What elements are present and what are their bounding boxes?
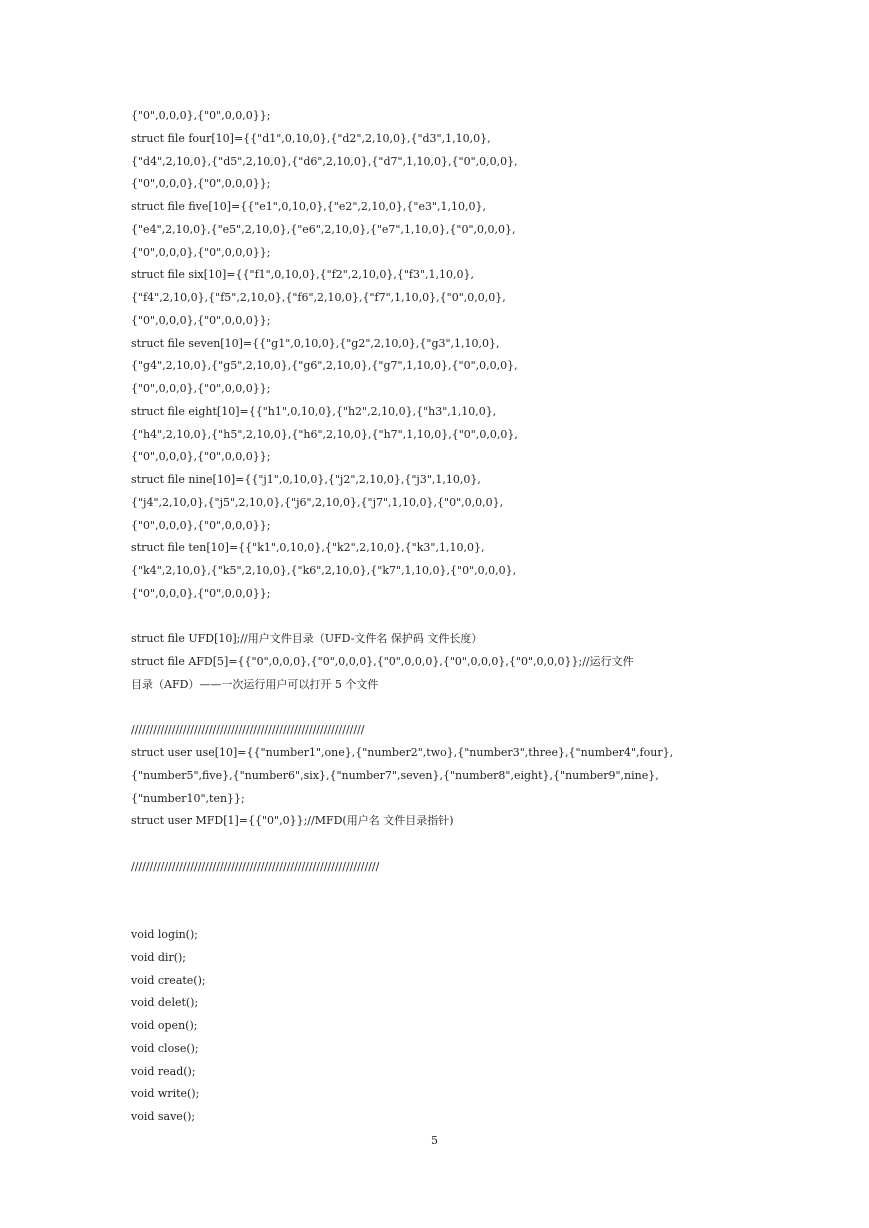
- code-line: void write();: [131, 1087, 200, 1101]
- code-line: {"0",0,0,0},{"0",0,0,0}};: [131, 586, 271, 600]
- code-line: void close();: [131, 1041, 199, 1055]
- code-line: [131, 901, 831, 924]
- code-line: {"number10",ten}};: [131, 791, 245, 805]
- code-line: {"e4",2,10,0},{"e5",2,10,0},{"e6",2,10,0},{"e7",1,10,0},{"0",0,0,0},: [131, 222, 516, 236]
- code-line: struct file five[10]={{"e1",0,10,0},{"e2",2,10,0},{"e3",1,10,0},: [131, 200, 487, 213]
- page-number: 5: [431, 1134, 438, 1147]
- code-line: struct file ten[10]={{"k1",0,10,0},{"k2",2,10,0},{"k3",1,10,0},: [131, 541, 485, 555]
- code-line: ///////////////////////////////////////////////////////////////////: [131, 859, 380, 873]
- code-line: {"0",0,0,0},{"0",0,0,0}};: [131, 518, 271, 532]
- code-line: [131, 879, 831, 902]
- code-line: struct file six[10]={{"f1",0,10,0},{"f2",2,10,0},{"f3",1,10,0},: [131, 268, 475, 282]
- code-line: struct file nine[10]={{"j1",0,10,0},{"j2",2,10,0},{"j3",1,10,0},: [131, 473, 481, 486]
- code-line: [131, 697, 831, 720]
- code-line: struct user use[10]={{"number1",one},{"number2",two},{"number3",three},{"number4",four},: [131, 746, 674, 759]
- code-listing: [131, 105, 831, 1129]
- code-line: {"0",0,0,0},{"0",0,0,0}};: [131, 382, 271, 395]
- code-line: {"g4",2,10,0},{"g5",2,10,0},{"g6",2,10,0},{"g7",1,10,0},{"0",0,0,0},: [131, 359, 518, 373]
- code-line: {"0",0,0,0},{"0",0,0,0}};: [131, 109, 271, 122]
- code-line: struct file AFD[5]={{"0",0,0,0},{"0",0,0,0},{"0",0,0,0},{"0",0,0,0},{"0",0,0,0}};//运行文件: [131, 655, 634, 668]
- code-line: {"number5",five},{"number6",six},{"number7",seven},{"number8",eight},{"number9",nine},: [131, 768, 659, 782]
- code-line: struct file eight[10]={{"h1",0,10,0},{"h2",2,10,0},{"h3",1,10,0},: [131, 404, 497, 418]
- code-line: void login();: [131, 928, 198, 941]
- code-line: void read();: [131, 1064, 196, 1078]
- code-line: void dir();: [131, 950, 186, 964]
- code-line: {"0",0,0,0},{"0",0,0,0}};: [131, 313, 271, 327]
- code-line: ///////////////////////////////////////////////////////////////: [131, 723, 365, 737]
- code-line: {"0",0,0,0},{"0",0,0,0}};: [131, 245, 271, 259]
- code-line: struct file seven[10]={{"g1",0,10,0},{"g2",2,10,0},{"g3",1,10,0},: [131, 336, 500, 350]
- code-line: void create();: [131, 973, 206, 987]
- code-line: struct file UFD[10];//用户文件目录（UFD-文件名 保护码 文件长度）: [131, 632, 483, 646]
- code-line: struct user MFD[1]={{"0",0}};//MFD(用户名 文件目录指针): [131, 814, 454, 828]
- code-line: void open();: [131, 1019, 198, 1032]
- code-line: void save();: [131, 1110, 196, 1123]
- code-line: [131, 833, 831, 856]
- code-line: {"j4",2,10,0},{"j5",2,10,0},{"j6",2,10,0},{"j7",1,10,0},{"0",0,0,0},: [131, 495, 504, 509]
- code-line: {"0",0,0,0},{"0",0,0,0}};: [131, 450, 271, 464]
- code-line: {"f4",2,10,0},{"f5",2,10,0},{"f6",2,10,0},{"f7",1,10,0},{"0",0,0,0},: [131, 291, 506, 304]
- code-line: 目录（AFD）——一次运行用户可以打开 5 个文件: [131, 677, 379, 691]
- code-line: struct file four[10]={{"d1",0,10,0},{"d2",2,10,0},{"d3",1,10,0},: [131, 131, 491, 145]
- code-line: void delet();: [131, 996, 199, 1010]
- code-line: {"d4",2,10,0},{"d5",2,10,0},{"d6",2,10,0},{"d7",1,10,0},{"0",0,0,0},: [131, 154, 518, 168]
- code-line: {"h4",2,10,0},{"h5",2,10,0},{"h6",2,10,0},{"h7",1,10,0},{"0",0,0,0},: [131, 427, 518, 441]
- code-line: {"0",0,0,0},{"0",0,0,0}};: [131, 177, 271, 191]
- code-line: {"k4",2,10,0},{"k5",2,10,0},{"k6",2,10,0},{"k7",1,10,0},{"0",0,0,0},: [131, 564, 517, 577]
- code-line: [131, 606, 831, 629]
